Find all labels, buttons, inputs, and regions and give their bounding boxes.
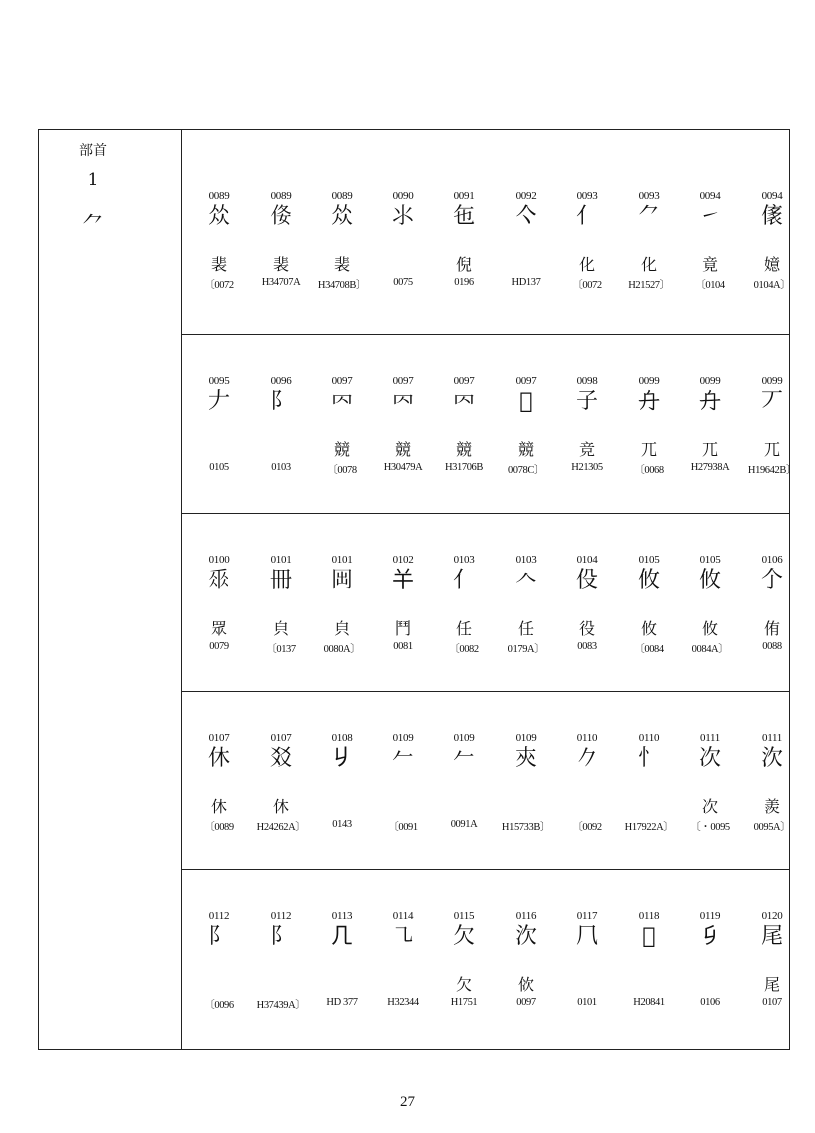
entry-number: 0101 bbox=[331, 554, 353, 566]
oracle-glyph: 𠘨 bbox=[575, 924, 598, 949]
oracle-glyph: 𠔿 bbox=[391, 389, 414, 414]
entry-number: 0114 bbox=[392, 910, 414, 922]
source-reference: 0095A〕 bbox=[753, 822, 791, 833]
entry-number: 0109 bbox=[453, 732, 475, 744]
source-reference: 0075 bbox=[393, 277, 413, 288]
modern-character: 任 bbox=[455, 619, 472, 638]
source-reference: 〔0096 bbox=[204, 1000, 234, 1011]
character-entry bbox=[372, 335, 434, 513]
entry-number: 0090 bbox=[392, 190, 414, 202]
entry-number: 0110 bbox=[638, 732, 660, 744]
character-entry bbox=[556, 335, 618, 513]
entry-number: 0103 bbox=[453, 554, 475, 566]
oracle-glyph: 𠆤 bbox=[760, 568, 783, 593]
modern-character: 嬑 bbox=[763, 255, 780, 274]
oracle-glyph: 𠕀 bbox=[519, 389, 533, 414]
oracle-glyph: 休 bbox=[207, 746, 230, 771]
entry-number: 0119 bbox=[699, 910, 721, 922]
source-reference: 0101 bbox=[577, 997, 597, 1008]
row-block bbox=[182, 870, 789, 1049]
oracle-glyph: 𠂎 bbox=[698, 924, 721, 949]
character-entry bbox=[618, 692, 680, 869]
radical-number: 1 bbox=[87, 170, 99, 190]
source-reference: H34707A bbox=[261, 277, 301, 288]
source-reference: H15733B〕 bbox=[501, 822, 551, 833]
entry-number: 0097 bbox=[453, 375, 475, 387]
entry-number: 0094 bbox=[699, 190, 721, 202]
radical-glyph: ⺈ bbox=[81, 213, 104, 238]
entry-number: 0099 bbox=[761, 375, 783, 387]
character-entry bbox=[679, 514, 741, 691]
source-reference: 0143 bbox=[332, 819, 352, 830]
character-entry bbox=[495, 514, 557, 691]
source-reference: H37439A〕 bbox=[256, 1000, 306, 1011]
character-entry bbox=[372, 130, 434, 334]
entry-number: 0110 bbox=[576, 732, 598, 744]
character-entry bbox=[618, 514, 680, 691]
character-entry bbox=[495, 130, 557, 334]
oracle-glyph: 𠈌 bbox=[330, 204, 353, 229]
modern-character: 休 bbox=[272, 797, 289, 816]
entry-number: 0099 bbox=[638, 375, 660, 387]
entry-number: 0089 bbox=[331, 190, 353, 202]
modern-character: 竞 bbox=[578, 440, 595, 459]
oracle-glyph: 欠 bbox=[452, 924, 475, 949]
oracle-glyph: 𠔾 bbox=[698, 389, 721, 414]
character-grid bbox=[182, 130, 797, 1049]
character-entry bbox=[556, 870, 618, 1049]
entry-number: 0116 bbox=[515, 910, 537, 922]
character-entry bbox=[311, 870, 373, 1049]
character-entry bbox=[250, 130, 312, 334]
modern-character: 次 bbox=[701, 797, 718, 816]
character-table-frame bbox=[38, 129, 797, 1050]
oracle-glyph: 𠂉 bbox=[391, 746, 414, 771]
modern-character: 羨 bbox=[763, 797, 780, 816]
entry-number: 0089 bbox=[270, 190, 292, 202]
source-reference: 〔0082 bbox=[449, 644, 479, 655]
oracle-glyph: 㐌 bbox=[452, 204, 475, 229]
source-reference: H20841 bbox=[633, 997, 665, 1008]
oracle-glyph: 𢆉 bbox=[391, 568, 414, 593]
character-entry bbox=[188, 692, 250, 869]
oracle-glyph: ⺈ bbox=[637, 204, 660, 229]
row-block bbox=[182, 514, 789, 692]
oracle-glyph: 𠂹 bbox=[207, 568, 230, 593]
entry-number: 0111 bbox=[700, 732, 720, 744]
oracle-glyph: 忄 bbox=[637, 746, 660, 771]
character-entry bbox=[741, 692, 803, 869]
oracle-glyph: 𠔿 bbox=[330, 389, 353, 414]
oracle-glyph: 丆 bbox=[760, 389, 783, 414]
character-entry bbox=[618, 870, 680, 1049]
source-reference: 0091A bbox=[450, 819, 478, 830]
oracle-glyph: 㒅 bbox=[760, 204, 783, 229]
source-reference: 〔0072 bbox=[572, 280, 602, 291]
entry-number: 0097 bbox=[515, 375, 537, 387]
entry-number: 0092 bbox=[515, 190, 537, 202]
oracle-glyph: 子 bbox=[575, 389, 598, 414]
character-entry bbox=[618, 335, 680, 513]
source-reference: 0088 bbox=[762, 641, 782, 652]
source-reference: 〔0084 bbox=[634, 644, 664, 655]
character-entry bbox=[741, 870, 803, 1049]
character-entry bbox=[679, 692, 741, 869]
character-entry bbox=[495, 692, 557, 869]
oracle-glyph: 𠘧 bbox=[330, 924, 353, 949]
character-entry bbox=[495, 335, 557, 513]
character-entry bbox=[433, 335, 495, 513]
oracle-glyph: 㚒 bbox=[514, 746, 537, 771]
modern-character: 攸 bbox=[701, 619, 718, 638]
source-reference: 〔・0095 bbox=[690, 822, 730, 833]
modern-character: 化 bbox=[640, 255, 657, 274]
character-entry bbox=[679, 335, 741, 513]
source-reference: H27938A bbox=[690, 462, 730, 473]
radical-heading: 部首 bbox=[79, 143, 107, 159]
oracle-glyph: 阝 bbox=[269, 924, 292, 949]
character-entry bbox=[679, 870, 741, 1049]
oracle-glyph: 㳄 bbox=[514, 924, 537, 949]
source-reference: 0106 bbox=[700, 997, 720, 1008]
entry-number: 0107 bbox=[270, 732, 292, 744]
modern-character: 尾 bbox=[763, 975, 780, 994]
oracle-glyph: 𠂇 bbox=[207, 389, 230, 414]
character-entry bbox=[556, 130, 618, 334]
oracle-glyph: 𠕐 bbox=[330, 568, 353, 593]
modern-character: 㒵 bbox=[272, 619, 289, 638]
source-reference: H24262A〕 bbox=[256, 822, 306, 833]
oracle-glyph: 𠂋 bbox=[642, 924, 656, 949]
entry-number: 0094 bbox=[761, 190, 783, 202]
modern-character: 休 bbox=[210, 797, 227, 816]
modern-character: 競 bbox=[394, 440, 411, 459]
character-entry bbox=[433, 514, 495, 691]
source-reference: H31706B bbox=[444, 462, 484, 473]
modern-character: 眾 bbox=[210, 619, 227, 638]
modern-character: 欠 bbox=[455, 975, 472, 994]
page-number: 27 bbox=[400, 1094, 415, 1110]
entry-number: 0093 bbox=[576, 190, 598, 202]
oracle-glyph: 攸 bbox=[637, 568, 660, 593]
oracle-glyph: 次 bbox=[698, 746, 721, 771]
entry-number: 0097 bbox=[392, 375, 414, 387]
oracle-glyph: 𠈌 bbox=[207, 204, 230, 229]
character-entry bbox=[433, 692, 495, 869]
oracle-glyph: 𠂊 bbox=[575, 746, 598, 771]
source-reference: H19642B〕 bbox=[747, 465, 797, 476]
oracle-glyph: ㇀ bbox=[698, 204, 721, 229]
row-block bbox=[182, 692, 789, 870]
entry-number: 0109 bbox=[515, 732, 537, 744]
oracle-glyph: 阝 bbox=[207, 924, 230, 949]
entry-number: 0089 bbox=[208, 190, 230, 202]
entry-number: 0113 bbox=[331, 910, 353, 922]
oracle-glyph: 亻 bbox=[452, 568, 475, 593]
character-entry bbox=[311, 335, 373, 513]
character-entry bbox=[250, 870, 312, 1049]
source-reference: 〔0072 bbox=[204, 280, 234, 291]
source-reference: 〔0104 bbox=[695, 280, 725, 291]
source-reference: 〔0137 bbox=[266, 644, 296, 655]
source-reference: 〔0078 bbox=[327, 465, 357, 476]
modern-character: 侑 bbox=[763, 619, 780, 638]
modern-character: 竟 bbox=[701, 255, 718, 274]
modern-character: 競 bbox=[333, 440, 350, 459]
source-reference: H1751 bbox=[450, 997, 478, 1008]
modern-character: 鬥 bbox=[394, 619, 411, 638]
character-entry bbox=[311, 514, 373, 691]
character-entry bbox=[188, 514, 250, 691]
character-entry bbox=[372, 692, 434, 869]
entry-number: 0106 bbox=[761, 554, 783, 566]
oracle-glyph: 𠆢 bbox=[514, 568, 537, 593]
modern-character: 倪 bbox=[455, 255, 472, 274]
source-reference: 0078C〕 bbox=[507, 465, 545, 476]
character-entry bbox=[250, 692, 312, 869]
entry-number: 0118 bbox=[638, 910, 660, 922]
entry-number: 0095 bbox=[208, 375, 230, 387]
oracle-glyph: ㇈ bbox=[391, 924, 414, 949]
character-entry bbox=[741, 335, 803, 513]
source-reference: 0097 bbox=[516, 997, 536, 1008]
character-entry bbox=[433, 130, 495, 334]
character-entry bbox=[618, 130, 680, 334]
entry-number: 0098 bbox=[576, 375, 598, 387]
entry-number: 0104 bbox=[576, 554, 598, 566]
entry-number: 0112 bbox=[270, 910, 292, 922]
oracle-glyph: 𠂉 bbox=[452, 746, 475, 771]
oracle-glyph: ⺅ bbox=[575, 204, 598, 229]
oracle-glyph: 𠔾 bbox=[637, 389, 660, 414]
row-block bbox=[182, 335, 797, 514]
oracle-glyph: 𠔿 bbox=[452, 389, 475, 414]
entry-number: 0091 bbox=[453, 190, 475, 202]
character-entry bbox=[311, 130, 373, 334]
character-entry bbox=[741, 130, 803, 334]
source-reference: 0179A〕 bbox=[507, 644, 545, 655]
modern-character: 競 bbox=[455, 440, 472, 459]
modern-character: 役 bbox=[578, 619, 595, 638]
entry-number: 0120 bbox=[761, 910, 783, 922]
entry-number: 0117 bbox=[576, 910, 598, 922]
modern-character: 裴 bbox=[333, 255, 350, 274]
oracle-glyph: 𠂈 bbox=[330, 746, 353, 771]
character-entry bbox=[250, 335, 312, 513]
oracle-glyph: 伇 bbox=[575, 568, 598, 593]
character-entry bbox=[372, 514, 434, 691]
source-reference: 〔0089 bbox=[204, 822, 234, 833]
character-entry bbox=[556, 692, 618, 869]
entry-number: 0109 bbox=[392, 732, 414, 744]
entry-number: 0101 bbox=[270, 554, 292, 566]
source-reference: 0104A〕 bbox=[753, 280, 791, 291]
source-reference: H34708B〕 bbox=[317, 280, 367, 291]
entry-number: 0093 bbox=[638, 190, 660, 202]
modern-character: 兀 bbox=[701, 440, 718, 459]
character-entry bbox=[188, 130, 250, 334]
source-reference: 0103 bbox=[271, 462, 291, 473]
source-reference: H30479A bbox=[383, 462, 423, 473]
character-entry bbox=[188, 335, 250, 513]
oracle-glyph: 㸚 bbox=[269, 746, 292, 771]
source-reference: H21305 bbox=[571, 462, 603, 473]
entry-number: 0115 bbox=[453, 910, 475, 922]
source-reference: 〔0068 bbox=[634, 465, 664, 476]
character-entry bbox=[741, 514, 803, 691]
entry-number: 0102 bbox=[392, 554, 414, 566]
source-reference: 〔0091 bbox=[388, 822, 418, 833]
source-reference: HD137 bbox=[511, 277, 541, 288]
oracle-glyph: 阝 bbox=[269, 389, 292, 414]
oracle-glyph: 冊 bbox=[269, 568, 292, 593]
modern-character: 化 bbox=[578, 255, 595, 274]
source-reference: 0107 bbox=[762, 997, 782, 1008]
entry-number: 0097 bbox=[331, 375, 353, 387]
character-entry bbox=[679, 130, 741, 334]
source-reference: 0081 bbox=[393, 641, 413, 652]
source-reference: 0084A〕 bbox=[691, 644, 729, 655]
modern-character: 競 bbox=[517, 440, 534, 459]
modern-character: 兀 bbox=[640, 440, 657, 459]
entry-number: 0107 bbox=[208, 732, 230, 744]
modern-character: 㒵 bbox=[333, 619, 350, 638]
oracle-glyph: 亽 bbox=[514, 204, 537, 229]
character-entry bbox=[433, 870, 495, 1049]
source-reference: H17922A〕 bbox=[624, 822, 674, 833]
character-entry bbox=[250, 514, 312, 691]
oracle-glyph: 𠈍 bbox=[269, 204, 292, 229]
character-entry bbox=[556, 514, 618, 691]
source-reference: 0083 bbox=[577, 641, 597, 652]
oracle-glyph: 㳄 bbox=[760, 746, 783, 771]
radical-column bbox=[39, 130, 182, 1049]
oracle-glyph: ⺢ bbox=[391, 204, 414, 229]
frame-tick bbox=[38, 1040, 39, 1050]
entry-number: 0100 bbox=[208, 554, 230, 566]
modern-character: 裴 bbox=[210, 255, 227, 274]
source-reference: 0079 bbox=[209, 641, 229, 652]
entry-number: 0105 bbox=[699, 554, 721, 566]
entry-number: 0099 bbox=[699, 375, 721, 387]
character-entry bbox=[311, 692, 373, 869]
modern-character: 裴 bbox=[272, 255, 289, 274]
entry-number: 0108 bbox=[331, 732, 353, 744]
character-entry bbox=[188, 870, 250, 1049]
source-reference: 0080A〕 bbox=[323, 644, 361, 655]
source-reference: H21527〕 bbox=[628, 280, 670, 291]
source-reference: H32344 bbox=[387, 997, 419, 1008]
entry-number: 0111 bbox=[762, 732, 782, 744]
source-reference: 〔0092 bbox=[572, 822, 602, 833]
entry-number: 0103 bbox=[515, 554, 537, 566]
source-reference: 0105 bbox=[209, 462, 229, 473]
entry-number: 0096 bbox=[270, 375, 292, 387]
source-reference: 0196 bbox=[454, 277, 474, 288]
entry-number: 0112 bbox=[208, 910, 230, 922]
character-entry bbox=[372, 870, 434, 1049]
source-reference: HD 377 bbox=[326, 997, 358, 1008]
entry-number: 0105 bbox=[638, 554, 660, 566]
oracle-glyph: 尾 bbox=[760, 924, 783, 949]
character-entry bbox=[495, 870, 557, 1049]
modern-character: 攸 bbox=[640, 619, 657, 638]
oracle-glyph: 攸 bbox=[698, 568, 721, 593]
modern-character: 任 bbox=[517, 619, 534, 638]
modern-character: 佽 bbox=[517, 975, 534, 994]
row-block bbox=[182, 130, 789, 335]
modern-character: 兀 bbox=[763, 440, 780, 459]
